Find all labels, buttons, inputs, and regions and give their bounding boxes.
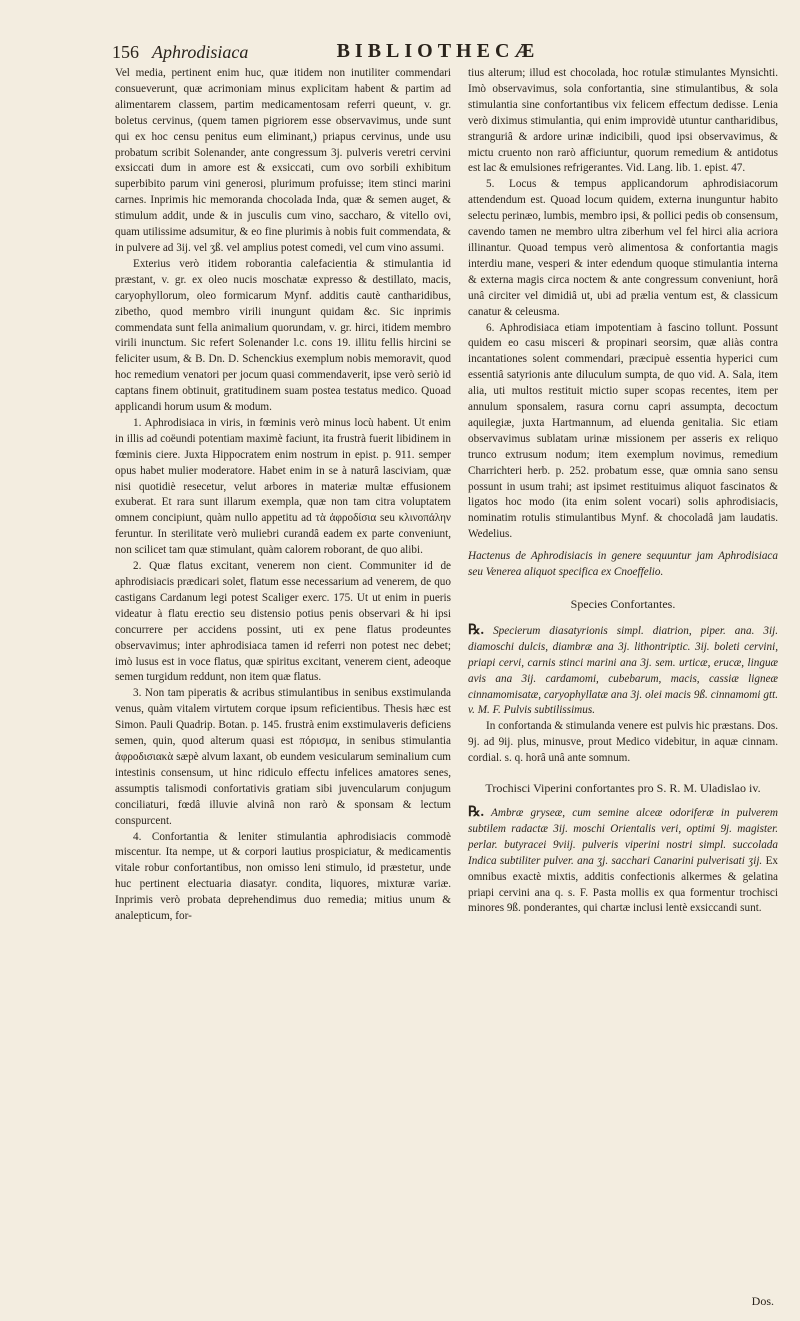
paragraph: 6. Aphrodisiaca etiam impotentiam à fascino tollunt. Possunt quidem eo casu misceri & propinari seorsim, quæ aliàs contra incantationes solent commendari, præcipuè essentia hyperici cum essentiâ satyrionis ante diluculum sumpta, de quo vid. A. Sala, item alia, uti multos restituit mictio super scopas recentes, item per annulum sponsalem, rasura cornu capri assumpta, decoctum aquilegiæ, juxta Hartmannum, ad eluenda genitalia. Sic etiam observavimus sublatam urinæ missionem per asseris ex reliquo trunco extrusum nodum; item exemplum novimus, remedium Charrichteri herb. p. 252. probatum esse, quæ omnia sano sensu possunt in usum trahi; ast ipsimet restituimus aliquot fascinatos & ligatos hoc modo (ita enim solent vocari) solis aphrodisiacis, nominatim rotulis stimulantibus Mynf. & chocoladâ jam laudatis. Wedelius.: [468, 321, 778, 541]
book-title: BIBLIOTHECÆ: [336, 40, 540, 62]
recipe-paragraph: [468, 623, 778, 719]
usage-paragraph: In confortanda & stimulanda venere est pulvis hic præstans. Dos. 9j. ad 9ij. plus, minusve, prout Medico videbitur, in aquæ cinnam. cordial. s. q. horâ unâ ante somnum.: [468, 720, 778, 765]
recipe-text: Specierum diasatyrionis simpl. diatrion, piper. ana. 3ij. diamoschi dulcis, diambræ ana 3j. lithontriptic. 3ij. boleti cervini, priapi cervi, carnis stinci marini ana 3j. sem. urticæ, erucæ, linguæ avis ana 3ij. cardamomi, cubebarum, macis, cassiæ ligneæ cinnamomisatæ, caryophyllatæ ana 3j. olei macis 9ß. cinnamomi gtt. v. M. F. Pulvis subtilissimus.: [468, 624, 778, 717]
recipe-text-tail: Ex omnibus exactè mixtis, additis confectionis alkermes & gelatina priapi cervini ana q. s. F. Pasta mollis ex qua formentur trochisci minores 9ß. ponderantes, qui chartæ inclusi lentè exsiccandi sunt.: [468, 854, 778, 915]
page-header: [112, 40, 764, 66]
paragraph: 5. Locus & tempus applicandorum aphrodisiacorum attendendum est. Quoad locum quidem, externa inunguntur habito selectu perinæo, lumbis, membro ipsi, & pollici pedis ob consensum, cavendo tamen ne membro ultra ziberhum vel fel hirci alia acriora illinantur. Quoad tempus verò alimentosa & confortantia magis interdiu mane, vesperi & inter edendum quoque stimulantia interna & externa magis circa noctem & ante congressum conveniunt, horâ unâ circiter vel dimidiâ ut, ubi ad prælia ventum est, & classicum canatur & celeusma.: [468, 178, 778, 318]
transition-note: Hactenus de Aphrodisiacis in genere sequuntur jam Aphrodisiaca seu Venerea aliquot specifica ex Cnoeffelio.: [468, 550, 778, 579]
right-column: [468, 66, 778, 917]
left-column: [115, 66, 451, 925]
page-number: 156: [112, 42, 139, 62]
paragraph: Vel media, pertinent enim huc, quæ itidem non inutiliter commendari consueverunt, quæ acrimoniam minus explicitam habent & partim ad alimentarem classem, partim medicamentosam referri queunt, v. gr. boletus cervinus, (quem tamen pigriorem esse observavimus, unde sunt qui ex hoc censu penitus eum eliminant,) priapus cervinus, unde usu probatum scribit Solenander, ante congressum 3j. pulveris veretri cervini exsiccati dum in amore est & exsiccati, cum ovo sorbili exhibitum superbibito parum vini generosi, plurimum profuisse; item stinci marini carnes. Inprimis hic memoranda chocolada Inda, quæ & semen auget, & stimulum addit, unde & in jusculis cum vino, saccharo, & vitello ovi, quam utilissime adsumitur, & eo fine plurimis à nobis fuit commendata, & in pulvere ad 3ij. vel ʒß. vel amplius potest comedi, vel cum vino assumi.: [115, 67, 451, 254]
recipe-title: Trochisci Viperini confortantes pro S. R. M. Uladislao iv.: [485, 781, 761, 796]
paragraph: 4. Confortantia & leniter stimulantia aphrodisiacis commodè miscentur. Ita nempe, ut & corpori lautius prospiciatur, & medicamentis vitale robur confortantibus, non omisso leni stimulo, id præstetur, unde huc pertinent electuaria diasatyr. condita, liquores, mixturæ variæ. Inprimis verò probata deprehendimus duo remedia; mitius unum & analepticum, for-: [115, 830, 451, 923]
recipe-text: Ambræ gryseæ, cum semine alceæ odoriferæ in pulverem subtilem radactæ 3ij. moschi Orientalis veri, optimi 9j. magister. perlar. butyracei 9viij. pulveris viperini nostri simpl. succolada Indica subtiliter pulver. ana ʒj. sacchari Canarini pulverisati ʒij.: [468, 806, 778, 867]
recipe-symbol-icon: ℞.: [468, 804, 485, 820]
paragraph: 2. Quæ flatus excitant, venerem non cient. Communiter id de aphrodisiacis prædicari solet, flatum esse necessarium ad venerem, de quo castigans Cardanum legi potest Scaliger exerc. 175. Ut ut enim in pueris videatur à flatu erectio seu distensio potius penis observari & hi ipsi concurrere per accidens possint, uti ex pene flatus prodeuntes observavimus; inter aphrodisiaca tamen id referri non potest nec debet; imò lusus est in voce flatus, quæ spiritus excitant, venerem cient, adeoque semen turgidum reddunt, non item quæ flatus.: [115, 560, 451, 684]
catchword: Dos.: [751, 1294, 774, 1308]
paragraph: 3. Non tam piperatis & acribus stimulantibus in senibus exstimulanda venus, quàm vitalem virtutem corque ipsum reficientibus. Thesis hæc est Simon. Pauli Quadrip. Botan. p. 145. frustrà enim exstimulaveris deficiens semen, quin, quod alterum quasi est πόρισμα, in senibus stimulantia ἀφροδισιακὰ sæpè alvum laxant, ob eundem vesicularum seminalium cum intestinis consensum, ut hinc ridiculo effectu infelices amatores senes, assumptis talismodi confortativis gratiam sibi juvencularum conjugum conciliaturi, fœdâ illuvie alvinâ non rarò & sponsam & lectum conspurcent.: [115, 687, 451, 827]
recipe-paragraph: [468, 805, 778, 917]
paragraph: Exterius verò itidem roborantia calefacientia & stimulantia id præstant, v. gr. ex oleo nucis moschatæ expresso & destillato, macis, caryophyllorum, oleo formicarum Mynf. additis cautè cantharidibus, zibetho, quod membro virili inungunt quidam &c. Sic inprimis commendata sunt fella animalium quorundam, v. gr. hirci, itidem membro virili inunctum. Sic refert Solenander l.c. cons 19. illitu fellis hircini se feliciter usum, & B. Dn. D. Schenckius exemplum nobis memoravit, quod hoc remedium venatori per jocum quasi commendaverit, ipse verò seriò id captans finem obtinuit, gratitudinem suam postea testatus medico. Quoad applicandi horum usum & modum.: [115, 257, 451, 414]
paragraph: 1. Aphrodisiaca in viris, in fœminis verò minus locù habent. Ut enim in illis ad coëundi potentiam maximè faciunt, ita frustrà fuerit libidinem in fœminis ciere. Juxta Hippocratem enim nostrum in epist. p. 911. semper opus habet mulier moderatore. Habet enim in se à naturâ lasciviam, quæ nisi quotidiè resecetur, velut arbores in materiæ multæ effusionem exuberat. Et rara sunt illarum exempla, quæ non tam citra voluptatem omnem concipiunt, quàm nullo appetitu ad τὰ ἀφροδίσια seu κλινοπάλην feruntur. In sterilitate verò muliebri curandâ eadem ex parte conveniunt, non scilicet tam quæ stimulant, quàm calorem roborant, de quo alibi.: [115, 416, 451, 557]
running-title: Aphrodisiaca: [152, 42, 249, 62]
section-heading: Species Confortantes.: [570, 597, 676, 611]
paragraph: tius alterum; illud est chocolada, hoc rotulæ stimulantes Mynsichti. Imò observavimus, sola confortantia, sine stimulantibus, & sola stimulantia sine confortantibus vix felicem effectum dedisse. Lenia verò diximus stimulantia, qui enim improvidè utuntur cantharidibus, stranguriâ & ardore urinæ indicibili, quod ipsi observavimus, & mictu cruento non rarò afficiuntur, quorum remedium & antidotus est lac & emulsiones refrigerantes. Vid. Lang. lib. 1. epist. 47.: [468, 67, 778, 175]
recipe-symbol-icon: ℞.: [468, 622, 485, 638]
